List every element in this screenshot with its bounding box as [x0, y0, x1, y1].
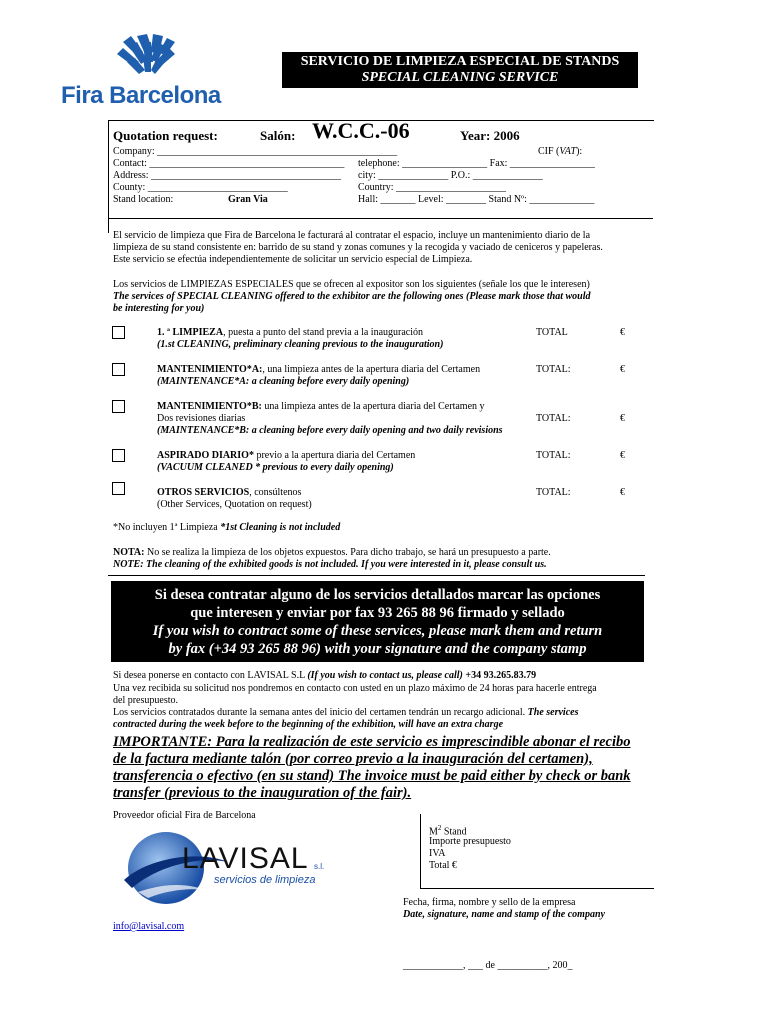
intro-p1-line3: Este servicio se efectúa independientemente de solicitar un servicio especial de Limpieza. — [113, 254, 473, 265]
intro-p2-line3: be interesting for you) — [113, 303, 205, 314]
salon-label: Salón: — [260, 128, 296, 143]
service-4-total: TOTAL: — [536, 450, 571, 461]
service-1-es: 1. ª LIMPIEZA, puesta a punto del stand previa a la inauguración — [157, 327, 423, 338]
contact-line3: del presupuesto. — [113, 695, 178, 706]
important-line4: transfer (previous to the inauguration of the fair). — [113, 785, 412, 801]
service-5-en: (Other Services, Quotation on request) — [157, 499, 312, 510]
lavisal-logo — [118, 822, 338, 912]
service-checkbox-3[interactable] — [112, 400, 125, 413]
divider — [108, 575, 645, 576]
service-4-currency: € — [620, 450, 625, 461]
salon-value: W.C.C.-06 — [312, 118, 410, 143]
iva-label: IVA — [429, 848, 446, 859]
email-link[interactable]: info@lavisal.com — [113, 921, 185, 932]
country-field[interactable]: Country: ______________________ — [358, 182, 507, 193]
important-line2: de la factura mediante talón (por correo previo a la inauguración del certamen), — [113, 751, 593, 767]
order-instructions-banner — [111, 581, 644, 662]
intro-p1-line2: limpieza de su stand consistente en: barrido de su stand y zonas comunes y la recogida y vaciado de ceniceros y papeleras. — [113, 242, 603, 253]
contact-line5: contracted during the week before to the beginning of the exhibition, will have an extra charge — [113, 719, 504, 730]
stand-location-value: Gran Via — [228, 194, 268, 205]
logo-text: Fira Barcelona — [61, 82, 221, 109]
company-field[interactable]: Company: ________________________________________________ — [113, 146, 398, 157]
service-4-en: (VACUUM CLEANED * previous to every daily opening) — [157, 462, 394, 473]
lavisal-sub: servicios de limpieza — [214, 874, 316, 886]
contact-line2: Una vez recibida su solicitud nos pondremos en contacto con usted en un plazo máximo de 24 horas para hacerle entrega — [113, 683, 597, 694]
address-field[interactable]: Address: ______________________________________ — [113, 170, 342, 181]
service-3-es2: Dos revisiones diarias — [157, 413, 246, 424]
service-3-en: (MAINTENANCE*B: a cleaning before every daily opening and two daily revisions — [157, 425, 503, 436]
banner-line4: by fax (+34 93 265 88 96) with your signature and the company stamp — [168, 641, 587, 657]
hall-field[interactable]: Hall: _______ Level: ________ Stand Nº: _____________ — [358, 194, 595, 205]
important-line3: transferencia o efectivo (en su stand) The invoice must be paid either by check or bank — [113, 768, 631, 784]
year-label: Year: 2006 — [460, 128, 520, 143]
note-en: NOTE: The cleaning of the exhibited goods is not included. If you were interested in it, please consult us. — [113, 559, 547, 570]
not-included-note: *No incluyen 1ª Limpieza *1st Cleaning is not included — [113, 522, 341, 533]
intro-p2-line1: Los servicios de LIMPIEZAS ESPECIALES que se ofrecen al expositor son los siguientes (señale los que le interesen) — [113, 279, 590, 290]
title-es: SERVICIO DE LIMPIEZA ESPECIAL DE STANDS — [300, 54, 620, 69]
service-2-currency: € — [620, 364, 625, 375]
service-5-total: TOTAL: — [536, 487, 571, 498]
signature-label-en: Date, signature, name and stamp of the company — [403, 909, 605, 920]
service-checkbox-5[interactable] — [112, 482, 125, 495]
contact-line1: Si desea ponerse en contacto con LAVISAL S.L (If you wish to contact us, please call) +34 93.265.83.79 — [113, 670, 537, 681]
banner-line2: que interesen y enviar por fax 93 265 88 96 firmado y sellado — [190, 605, 565, 621]
intro-p2-line2: The services of SPECIAL CLEANING offered to the exhibitor are the following ones (Please mark those that would — [113, 291, 591, 302]
service-5-es: OTROS SERVICIOS, consúltenos — [157, 487, 302, 498]
service-2-en: (MAINTENANCE*A: a cleaning before every daily opening) — [157, 376, 410, 387]
banner-line1: Si desea contratar alguno de los servicios detallados marcar las opciones — [154, 587, 601, 603]
service-2-total: TOTAL: — [536, 364, 571, 375]
service-checkbox-1[interactable] — [112, 326, 125, 339]
important-line1: IMPORTANTE: Para la realización de este servicio es imprescindible abonar el recibo — [113, 734, 631, 750]
intro-p1-line1: El servicio de limpieza que Fira de Barcelona le facturará al contratar el espacio, incluye un mantenimiento diario de la — [113, 230, 591, 241]
m2-stand: $M^2$ Stand — [429, 824, 467, 838]
divider — [108, 218, 653, 219]
service-1-currency: € — [620, 327, 625, 338]
quotation-label: Quotation request: — [113, 128, 218, 143]
service-3-es: MANTENIMIENTO*B: una limpieza antes de la apertura diaria del Certamen y — [157, 401, 485, 412]
date-line[interactable]: ____________, ___ de __________, 200_ — [403, 960, 573, 971]
total-label: Total € — [429, 860, 457, 871]
lavisal-name: LAVISAL — [182, 842, 309, 875]
signature-label-es: Fecha, firma, nombre y sello de la empresa — [403, 897, 576, 908]
title-en: SPECIAL CLEANING SERVICE — [361, 70, 559, 85]
service-3-currency: € — [620, 413, 625, 424]
city-field[interactable]: city: ______________ P.O.: ______________ — [358, 170, 543, 181]
banner-line3: If you wish to contract some of these services, please mark them and return — [152, 623, 603, 639]
nota-es: NOTA: No se realiza la limpieza de los objetos expuestos. Para dicho trabajo, se hará un presupuesto a parte. — [113, 547, 551, 558]
title-box — [282, 52, 638, 88]
service-4-es: ASPIRADO DIARIO* previo a la apertura diaria del Certamen — [157, 450, 416, 461]
service-1-total: TOTAL — [536, 327, 568, 338]
service-checkbox-4[interactable] — [112, 449, 125, 462]
telephone-field[interactable]: telephone: _________________ Fax: _________________ — [358, 158, 595, 169]
county-field[interactable]: County: ____________________________ — [113, 182, 288, 193]
provider-label: Proveedor oficial Fira de Barcelona — [113, 810, 256, 821]
importe-presupuesto: Importe presupuesto — [429, 836, 511, 847]
cif-field[interactable]: CIF (VAT): — [538, 146, 583, 157]
service-checkbox-2[interactable] — [112, 363, 125, 376]
service-5-currency: € — [620, 487, 625, 498]
service-1-en: (1.st CLEANING, preliminary cleaning previous to the inauguration) — [157, 339, 444, 350]
service-2-es: MANTENIMIENTO*A:, una limpieza antes de la apertura diaria del Certamen — [157, 364, 481, 375]
contact-line4: Los servicios contratados durante la semana antes del inicio del certamen tendrán un recargo adicional. The services — [113, 707, 579, 718]
stand-location-label: Stand location: — [113, 194, 174, 205]
lavisal-sl: s.l. — [314, 862, 325, 871]
fira-barcelona-logo — [57, 30, 235, 114]
service-3-total: TOTAL: — [536, 413, 571, 424]
contact-field[interactable]: Contact: _______________________________________ — [113, 158, 345, 169]
